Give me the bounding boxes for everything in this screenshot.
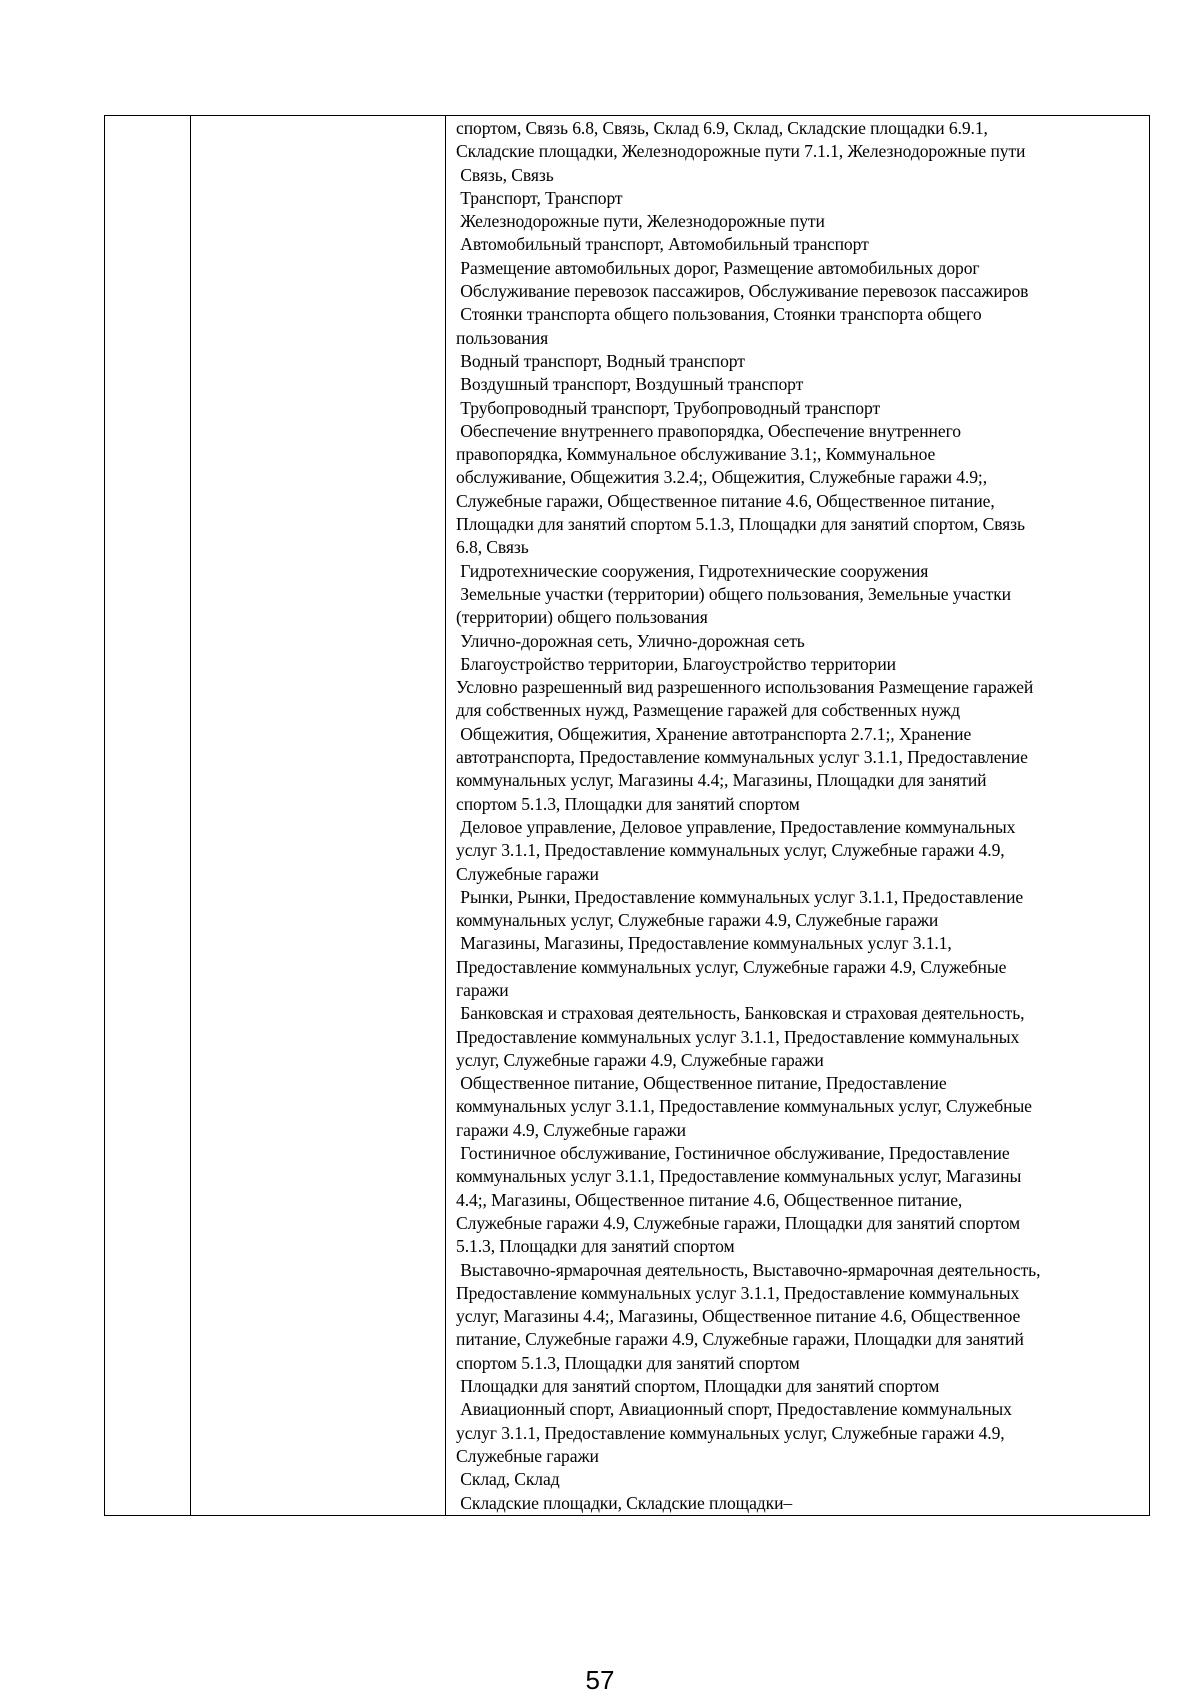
text-line: правопорядка, Коммунальное обслуживание 3.1;, Коммунальное bbox=[456, 444, 936, 465]
text-line: Стоянки транспорта общего пользования, Стоянки транспорта общего bbox=[456, 304, 982, 325]
text-line: спортом 5.1.3, Площадки для занятий спортом bbox=[456, 1352, 800, 1373]
table-row bbox=[105, 116, 1150, 1516]
text-line: Площадки для занятий спортом 5.1.3, Площадки для занятий спортом, Связь bbox=[456, 514, 1025, 535]
text-line: Выставочно-ярмарочная деятельность, Выставочно-ярмарочная деятельность, bbox=[456, 1259, 1041, 1280]
text-line: Земельные участки (территории) общего пользования, Земельные участки bbox=[456, 583, 1011, 604]
text-line: автотранспорта, Предоставление коммунальных услуг 3.1.1, Предоставление bbox=[456, 747, 1028, 768]
text-line: услуг 3.1.1, Предоставление коммунальных услуг, Служебные гаражи 4.9, bbox=[456, 1422, 1005, 1443]
text-line: (территории) общего пользования bbox=[456, 607, 708, 628]
text-line: Улично-дорожная сеть, Улично-дорожная сеть bbox=[456, 630, 805, 651]
text-line: Воздушный транспорт, Воздушный транспорт bbox=[456, 374, 804, 395]
text-line: Предоставление коммунальных услуг 3.1.1, Предоставление коммунальных bbox=[456, 1026, 1020, 1047]
land-use-table bbox=[104, 115, 1150, 1516]
text-line: Банковская и страховая деятельность, Банковская и страховая деятельность, bbox=[456, 1003, 1025, 1024]
text-line: услуг, Магазины 4.4;, Магазины, Общественное питание 4.6, Общественное bbox=[456, 1306, 1021, 1327]
text-line: Водный транспорт, Водный транспорт bbox=[456, 350, 745, 371]
text-line: Автомобильный транспорт, Автомобильный транспорт bbox=[456, 234, 869, 255]
text-line: Железнодорожные пути, Железнодорожные пути bbox=[456, 211, 825, 232]
page-number: 57 bbox=[585, 1665, 615, 1695]
cell-zone-text bbox=[191, 116, 445, 117]
text-line: Складские площадки, Железнодорожные пути 7.1.1, Железнодорожные пути bbox=[456, 141, 1026, 162]
text-line: Авиационный спорт, Авиационный спорт, Предоставление коммунальных bbox=[456, 1399, 1012, 1420]
text-line: услуг 3.1.1, Предоставление коммунальных услуг, Служебные гаражи 4.9, bbox=[456, 840, 1005, 861]
text-line: Магазины, Магазины, Предоставление коммунальных услуг 3.1.1, bbox=[456, 933, 952, 954]
text-line: спортом 5.1.3, Площадки для занятий спортом bbox=[456, 793, 800, 814]
table-cell-number bbox=[105, 116, 191, 1516]
text-line: Площадки для занятий спортом, Площадки для занятий спортом bbox=[456, 1376, 940, 1397]
text-line: 5.1.3, Площадки для занятий спортом bbox=[456, 1236, 735, 1257]
permitted-uses-text bbox=[446, 116, 1149, 1515]
text-line: Размещение автомобильных дорог, Размещение автомобильных дорог bbox=[456, 257, 980, 278]
text-line: Предоставление коммунальных услуг, Служебные гаражи 4.9, Служебные bbox=[456, 956, 1007, 977]
text-line: услуг, Служебные гаражи 4.9, Служебные гаражи bbox=[456, 1049, 824, 1070]
text-line: обслуживание, Общежития 3.2.4;, Общежития, Служебные гаражи 4.9;, bbox=[456, 467, 988, 488]
text-line: 6.8, Связь bbox=[456, 537, 529, 558]
text-line: Служебные гаражи bbox=[456, 1445, 599, 1466]
text-line: гаражи bbox=[456, 979, 509, 1000]
text-line: Обслуживание перевозок пассажиров, Обслуживание перевозок пассажиров bbox=[456, 281, 1029, 302]
text-line: пользования bbox=[456, 327, 549, 348]
text-line: 4.4;, Магазины, Общественное питание 4.6, Общественное питание, bbox=[456, 1189, 963, 1210]
text-line: Трубопроводный транспорт, Трубопроводный транспорт bbox=[456, 397, 881, 418]
text-line: Обеспечение внутреннего правопорядка, Обеспечение внутреннего bbox=[456, 420, 961, 441]
text-line: для собственных нужд, Размещение гаражей для собственных нужд bbox=[456, 700, 960, 721]
text-line: Предоставление коммунальных услуг 3.1.1, Предоставление коммунальных bbox=[456, 1282, 1020, 1303]
text-line: Общественное питание, Общественное питание, Предоставление bbox=[456, 1073, 947, 1094]
text-line: Рынки, Рынки, Предоставление коммунальных услуг 3.1.1, Предоставление bbox=[456, 886, 1024, 907]
text-line: Деловое управление, Деловое управление, Предоставление коммунальных bbox=[456, 816, 1016, 837]
text-line: Служебные гаражи, Общественное питание 4.6, Общественное питание, bbox=[456, 490, 995, 511]
cell-number-text bbox=[105, 116, 190, 117]
table-cell-permitted-uses bbox=[446, 116, 1150, 1516]
text-line: Служебные гаражи bbox=[456, 863, 599, 884]
text-line: спортом, Связь 6.8, Связь, Склад 6.9, Склад, Складские площадки 6.9.1, bbox=[456, 118, 988, 138]
text-line: коммунальных услуг 3.1.1, Предоставление коммунальных услуг, Магазины bbox=[456, 1166, 1022, 1187]
text-line: гаражи 4.9, Служебные гаражи bbox=[456, 1119, 686, 1140]
text-line: Гостиничное обслуживание, Гостиничное обслуживание, Предоставление bbox=[456, 1143, 1010, 1164]
text-line: Транспорт, Транспорт bbox=[456, 187, 623, 208]
text-line: Благоустройство территории, Благоустройство территории bbox=[456, 653, 896, 674]
text-line: питание, Служебные гаражи 4.9, Служебные гаражи, Площадки для занятий bbox=[456, 1329, 1024, 1350]
text-line: Гидротехнические сооружения, Гидротехнические сооружения bbox=[456, 560, 929, 581]
text-line: коммунальных услуг, Магазины 4.4;, Магазины, Площадки для занятий bbox=[456, 770, 987, 791]
text-line: Служебные гаражи 4.9, Служебные гаражи, Площадки для занятий спортом bbox=[456, 1212, 1021, 1233]
table-cell-zone bbox=[191, 116, 446, 1516]
text-line: Склад, Склад bbox=[456, 1469, 560, 1490]
text-line: Условно разрешенный вид разрешенного использования Размещение гаражей bbox=[456, 677, 1034, 698]
text-line: Складские площадки, Складские площадки– bbox=[456, 1492, 793, 1513]
text-line: Связь, Связь bbox=[456, 164, 554, 185]
text-line: коммунальных услуг, Служебные гаражи 4.9, Служебные гаражи bbox=[456, 910, 939, 931]
text-line: Общежития, Общежития, Хранение автотранспорта 2.7.1;, Хранение bbox=[456, 723, 972, 744]
text-line: коммунальных услуг 3.1.1, Предоставление коммунальных услуг, Служебные bbox=[456, 1096, 1032, 1117]
